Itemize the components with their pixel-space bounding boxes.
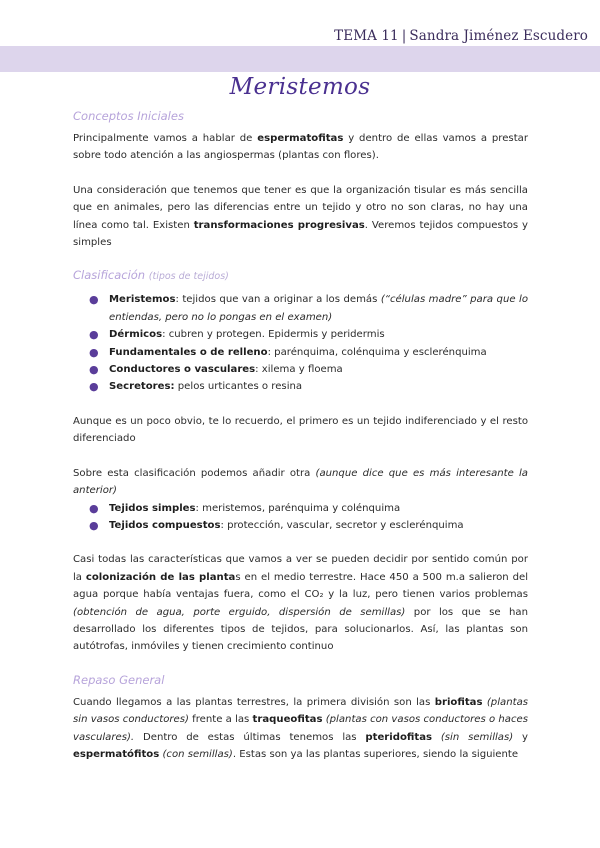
header-band: [0, 46, 600, 72]
paragraph-repaso: Cuando llegamos a las plantas terrestres, la primera división son las briofitas (plantas sin vasos conductores) frente a las traqueofitas (plantas con vasos conductores o haces vasculares). Dentro de estas últimas tenemos las pteridofitas (sin semillas) y espermatófitos (con semillas). Estas son ya las plantas superiores, siendo la siguiente: [73, 696, 529, 760]
bullet-icon: ●: [89, 518, 99, 532]
paragraph-conceptos-2: Una consideración que tenemos que tener es que la organización tisular es más sencilla que en animales, pero las diferencias entre un tejido y otro no son claras, no hay una línea como tal. Existen transformaciones progresivas. Veremos tejidos compuestos y simples: [73, 184, 528, 249]
bullet-icon: ●: [89, 501, 99, 515]
paragraph-recuerdo: Aunque es un poco obvio, te lo recuerdo, el primero es un tejido indiferenciado y el resto diferenciado: [73, 415, 528, 445]
header-tema: TEMA 11: [334, 28, 399, 44]
heading-conceptos: Conceptos Iniciales: [73, 109, 184, 123]
list-item: ● Tejidos simples: meristemos, parénquima y colénquima: [89, 500, 528, 517]
page-header: [334, 28, 588, 44]
heading-repaso: Repaso General: [73, 672, 165, 687]
list-tejidos: [89, 500, 528, 535]
list-item: ● Fundamentales o de relleno: parénquima, colénquima y esclerénquima: [89, 344, 528, 361]
list-clasificacion: [89, 291, 528, 395]
paragraph-colonizacion: Casi todas las características que vamos a ver se pueden decidir por sentido común por la colonización de las plantas en el medio terrestre. Hace 450 a 500 m.a salieron del agua porque había ventajas fuera, como el CO₂ y la luz, pero tienen varios problemas (obtención de agua, porte erguido, dispersión de semillas) por los que se han desarrollado los diferentes tipos de tejidos, para solucionarlos. Así, las plantas son autótrofas, inmóviles y tienen crecimiento continuo: [73, 554, 529, 653]
bullet-icon: ●: [89, 345, 99, 359]
header-author: Sandra Jiménez Escudero: [409, 28, 588, 44]
paragraph-conceptos-1: Principalmente vamos a hablar de espermatofitas y dentro de ellas vamos a prestar sobre todo atención a las angiospermas (plantas con flores).: [73, 133, 528, 162]
list-item: ● Dérmicos: cubren y protegen. Epidermis y peridermis: [89, 326, 528, 343]
bullet-icon: ●: [89, 363, 99, 377]
top-rule: [0, 0, 600, 4]
header-separator: |: [401, 28, 407, 44]
bullet-icon: ●: [89, 328, 99, 342]
list-item: ● Secretores: pelos urticantes o resina: [89, 378, 528, 395]
list-item: ● Meristemos: tejidos que van a originar a los demás (“células madre” para que lo entiendas, pero no lo pongas en el examen): [89, 293, 528, 323]
bullet-icon: ●: [89, 293, 99, 307]
bullet-icon: ●: [89, 380, 99, 394]
page-title: Meristemos: [229, 74, 371, 100]
document-body: [73, 108, 528, 763]
heading-clasificacion: Clasificación (tipos de tejidos): [73, 268, 229, 283]
paragraph-otra-clasificacion: Sobre esta clasificación podemos añadir otra (aunque dice que es más interesante la anterior): [73, 467, 528, 497]
list-item: ● Tejidos compuestos: protección, vascular, secretor y esclerénquima: [89, 517, 528, 534]
list-item: ● Conductores o vasculares: xilema y floema: [89, 361, 528, 378]
